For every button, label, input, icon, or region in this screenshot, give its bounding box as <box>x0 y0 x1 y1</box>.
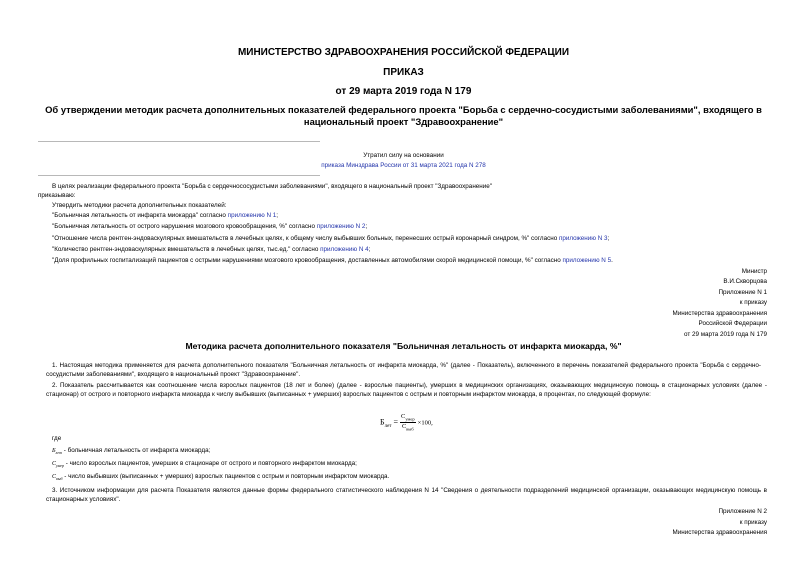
order-date-number: от 29 марта 2019 года N 179 <box>335 86 472 97</box>
appendix-link-2[interactable]: приложению N 2 <box>316 223 366 230</box>
appendix-link-1[interactable]: приложению N 1 <box>227 212 277 219</box>
definition-1: $Б_{лет}$ - больничная летальность от инфаркта миокарда; <box>52 447 211 456</box>
appendix-link-3[interactable]: приложению N 3 <box>558 235 608 242</box>
list-item: "Доля профильных госпитализаций пациентов с острыми нарушениями мозгового кровообращения, доставленных автомобилями скорой медицинской помощи, %" согласно приложению N 5. <box>52 257 613 264</box>
formula-fraction: $\frac{С_{умер}}{С_{выб}}$ <box>401 413 415 432</box>
appendix-link-5[interactable]: приложению N 5 <box>562 257 612 264</box>
list-item: "Количество рентген-эндоваскулярных вмешательств в лечебных целях, тыс.ед." согласно приложению N 4; <box>52 246 371 253</box>
status-note: Утратил силу на основании <box>363 152 444 159</box>
appendix1-date: от 29 марта 2019 года N 179 <box>683 331 767 338</box>
methodology-p1: 1. Настоящая методика применяется для расчета дополнительного показателя "Больничная летальность от инфаркта миокарда, %" (далее - Показатель), включенного в перечень показателей федерального проекта "Борьба с сердечно-сосудистыми заболеваниями", входящего в национальный проект "Здравоохранение". <box>46 362 761 378</box>
status-link[interactable]: приказа Минздрава России от 31 марта 2021 года N 278 <box>321 162 486 169</box>
approve-paragraph: Утвердить методики расчета дополнительных показателей: <box>52 202 227 209</box>
definition-3: $С_{выб}$ - число выбывших (выписанных + умерших) взрослых пациентов с острым и повторным инфарктом миокарда. <box>52 473 390 482</box>
signature-name: В.И.Скворцова <box>723 278 767 285</box>
appendix1-to-order: к приказу <box>739 299 767 306</box>
ministry-heading: МИНИСТЕРСТВО ЗДРАВООХРАНЕНИЯ РОССИЙСКОЙ ФЕДЕРАЦИИ <box>237 47 570 58</box>
doc-type-heading: ПРИКАЗ <box>383 67 424 78</box>
signature-role: Министр <box>741 268 767 275</box>
appendix2-to-order: к приказу <box>739 519 767 526</box>
list-item: "Отношение числа рентген-эндоваскулярных вмешательств в лечебных целях, к общему числу выбывших больных, перенесших острый коронарный синдром, %" согласно приложению N 3; <box>52 235 610 242</box>
order-word: приказываю: <box>38 192 76 199</box>
formula-multiplier: ×100, <box>417 419 433 427</box>
list-item: "Больничная летальность от инфаркта миокарда" согласно приложению N 1; <box>52 212 278 219</box>
where-label: где <box>52 435 62 442</box>
appendix1-ministry1: Министерства здравоохранения <box>672 310 767 317</box>
list-item: "Больничная летальность от острого нарушения мозгового кровообращения, %" согласно приложению N 2; <box>52 223 368 230</box>
intro-paragraph: В целях реализации федерального проекта "Борьба с сердечнососудистыми заболеваниями", входящего в национальный проект "Здравоохранение" <box>52 183 493 190</box>
divider-bottom <box>38 175 320 176</box>
appendix2-ministry1: Министерства здравоохранения <box>672 529 767 536</box>
order-title-line1: Об утверждении методик расчета дополнительных показателей федерального проекта "Борьба с сердечно-сосудистыми заболеваниями", входящего в <box>45 104 762 115</box>
methodology-p3: 3. Источником информации для расчета Показателя являются данные формы федерального статистического наблюдения N 14 "Сведения о деятельности подразделений медицинской организации, оказывающих медицинскую помощь в стационарных условиях". <box>46 487 767 503</box>
appendix1-ministry2: Российской Федерации <box>698 320 767 327</box>
divider-top <box>38 141 320 142</box>
methodology-title: Методика расчета дополнительного показателя "Больничная летальность от инфаркта миокарда, %" <box>185 341 622 351</box>
appendix1-label: Приложение N 1 <box>718 289 767 296</box>
appendix-link-4[interactable]: приложению N 4 <box>320 246 369 253</box>
methodology-p2: 2. Показатель рассчитывается как соотношение числа взрослых пациентов (18 лет и более) (далее - взрослые пациенты), умерших в медицинских организациях, оказывающих медицинскую помощь в стационарных условиях (далее - стационар) от острого и повторного инфаркта миокарда к числу выбывших (выписанных + умерших) взрослых пациентов с острым и повторным инфарктом миокарда, в процентах, по следующей формуле: <box>46 382 767 398</box>
definition-2: $С_{умер}$ - число взрослых пациентов, умерших в стационаре от острого и повторного инфарктом миокарда; <box>52 460 357 469</box>
formula: $Б_{лет}$ = $\frac{С_{умер}}{С_{выб}}$ ×100, <box>380 413 433 432</box>
appendix2-label: Приложение N 2 <box>718 508 767 515</box>
order-title-line2: национальный проект "Здравоохранение" <box>303 116 504 127</box>
formula-lhs: Б <box>380 417 385 427</box>
